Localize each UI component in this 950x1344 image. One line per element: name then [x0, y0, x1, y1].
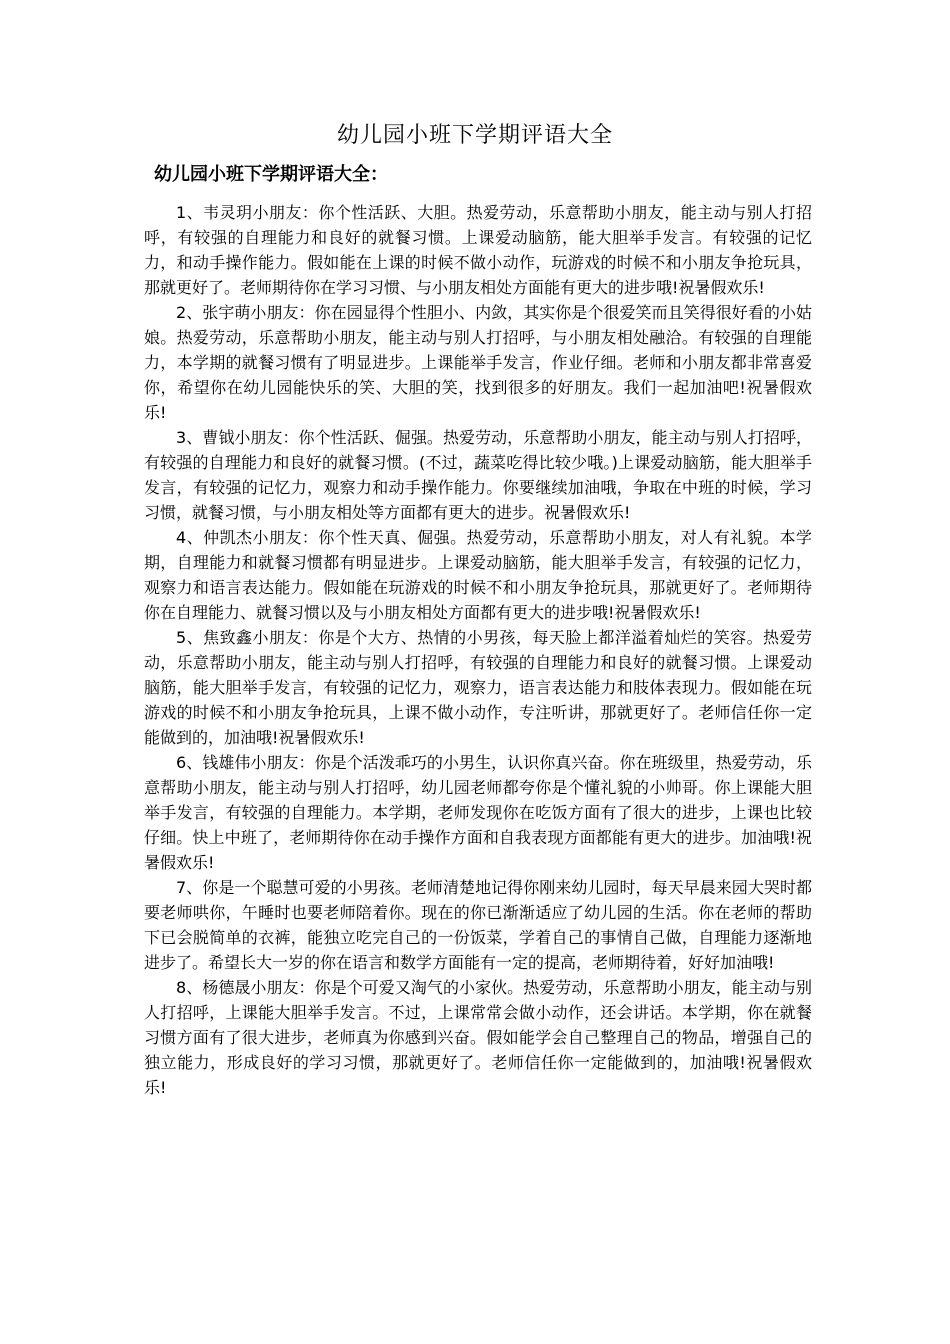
paragraph-2: 2、张宇萌小朋友：你在园显得个性胆小、内敛，其实你是个很爱笑而且笑得很好看的小姑娘。热爱劳动，乐意帮助小朋友，能主动与别人打招呼，与小朋友相处融洽。有较强的自理能力，本学期的就餐习惯有了明显进步。上课能举手发言，作业仔细。老师和小朋友都非常喜爱你，希望你在幼儿园能快乐的笑、大胆的笑，找到很多的好朋友。我们一起加油吧!祝暑假欢乐!	[144, 303, 812, 422]
paragraph-6: 6、钱雄伟小朋友：你是个活泼乖巧的小男生，认识你真兴奋。你在班级里，热爱劳动，乐意帮助小朋友，能主动与别人打招呼，幼儿园老师都夸你是个懂礼貌的小帅哥。你上课能大胆举手发言，有较强的自理能力。本学期，老师发现你在吃饭方面有了很大的进步，上课也比较仔细。快上中班了，老师期待你在动手操作方面和自我表现方面都能有更大的进步。加油哦!祝暑假欢乐!	[144, 753, 812, 872]
document-body	[144, 200, 812, 1100]
document-title: 幼儿园小班下学期评语大全	[336, 123, 613, 148]
paragraph-4: 4、仲凯杰小朋友：你个性天真、倔强。热爱劳动，乐意帮助小朋友，对人有礼貌。本学期，自理能力和就餐习惯都有明显进步。上课爱动脑筋，能大胆举手发言，有较强的记忆力，观察力和语言表达能力。假如能在玩游戏的时候不和小朋友争抢玩具，那就更好了。老师期待你在自理能力、就餐习惯以及与小朋友相处方面都有更大的进步哦!祝暑假欢乐!	[144, 528, 812, 622]
paragraph-3: 3、曹钺小朋友：你个性活跃、倔强。热爱劳动，乐意帮助小朋友，能主动与别人打招呼，有较强的自理能力和良好的就餐习惯。(不过，蔬菜吃得比较少哦。)上课爱动脑筋，能大胆举手发言，有较强的记忆力，观察力和动手操作能力。你要继续加油哦，争取在中班的时候，学习习惯，就餐习惯，与小朋友相处等方面都有更大的进步。祝暑假欢乐!	[144, 428, 812, 522]
paragraph-8: 8、杨德晟小朋友：你是个可爱又淘气的小家伙。热爱劳动，乐意帮助小朋友，能主动与别人打招呼，上课能大胆举手发言。不过，上课常常会做小动作，还会讲话。本学期，你在就餐习惯方面有了很大进步，老师真为你感到兴奋。假如能学会自己整理自己的物品，增强自己的独立能力，形成良好的学习习惯，那就更好了。老师信任你一定能做到的，加油哦!祝暑假欢乐!	[144, 978, 812, 1097]
paragraph-7: 7、你是一个聪慧可爱的小男孩。老师清楚地记得你刚来幼儿园时，每天早晨来园大哭时都要老师哄你，午睡时也要老师陪着你。现在的你已渐渐适应了幼儿园的生活。你在老师的帮助下已会脱简单的衣裤，能独立吃完自己的一份饭菜，学着自己的事情自己做，自理能力逐渐地进步了。希望长大一岁的你在语言和数学方面能有一定的提高，老师期待着，好好加油哦!	[144, 878, 812, 972]
document-subtitle: 幼儿园小班下学期评语大全：	[154, 164, 388, 185]
paragraph-1: 1、韦灵玥小朋友：你个性活跃、大胆。热爱劳动，乐意帮助小朋友，能主动与别人打招呼，有较强的自理能力和良好的就餐习惯。上课爱动脑筋，能大胆举手发言。有较强的记忆力，和动手操作能力。假如能在上课的时候不做小动作，玩游戏的时候不和小朋友争抢玩具，那就更好了。老师期待你在学习习惯、与小朋友相处方面能有更大的进步哦!祝暑假欢乐!	[144, 203, 812, 297]
paragraph-5: 5、焦致鑫小朋友：你是个大方、热情的小男孩，每天脸上都洋溢着灿烂的笑容。热爱劳动，乐意帮助小朋友，能主动与别人打招呼，有较强的自理能力和良好的就餐习惯。上课爱动脑筋，能大胆举手发言，有较强的记忆力，观察力，语言表达能力和肢体表现力。假如能在玩游戏的时候不和小朋友争抢玩具，上课不做小动作，专注听讲，那就更好了。老师信任你一定能做到的，加油哦!祝暑假欢乐!	[144, 628, 812, 747]
